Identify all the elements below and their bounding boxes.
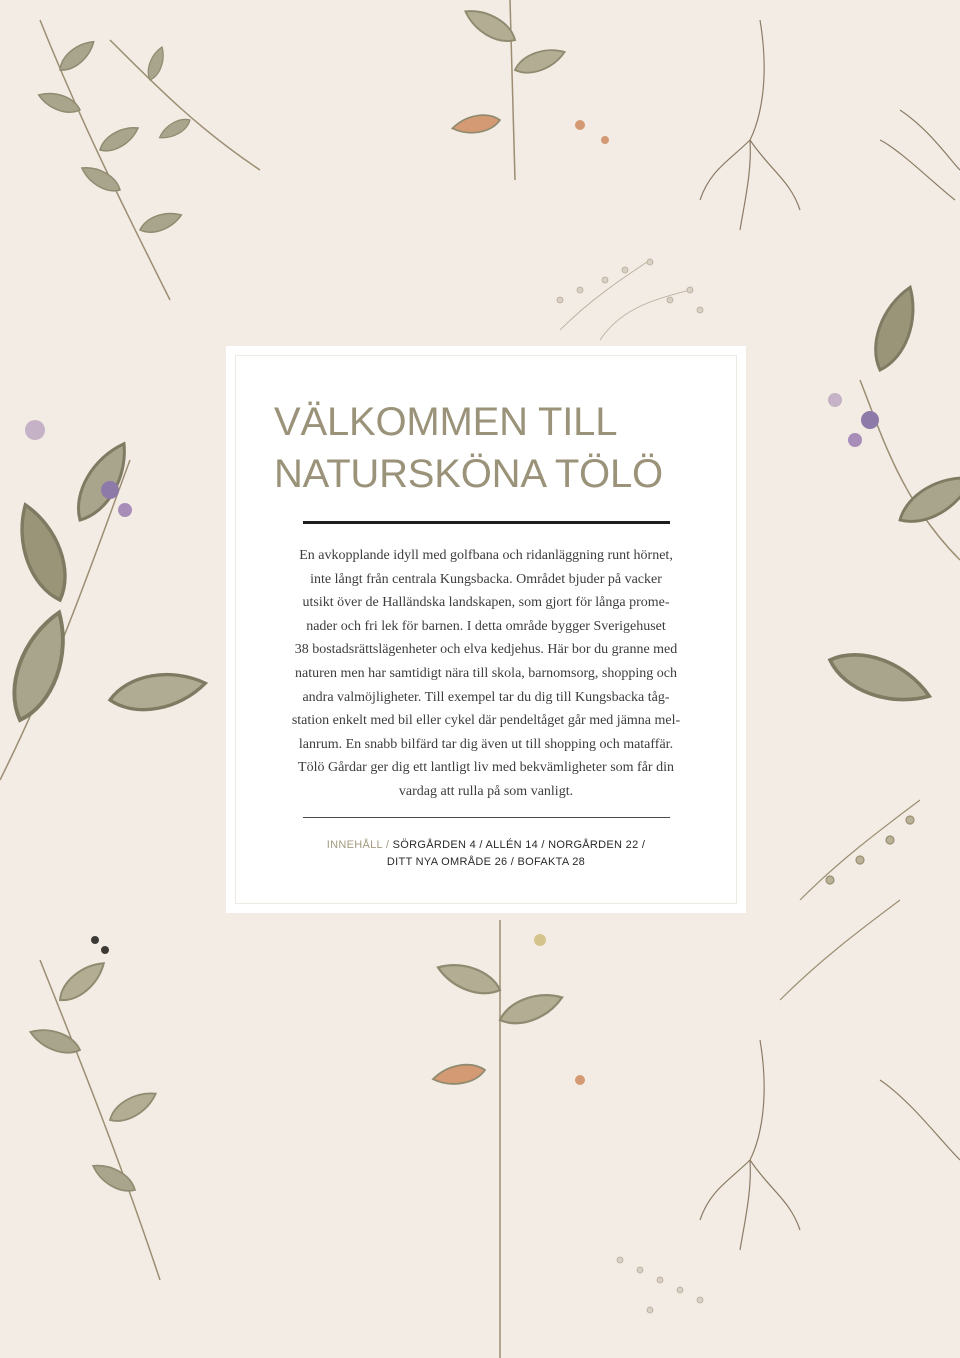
plant-top-left [36, 20, 260, 300]
page-title [274, 396, 714, 500]
plant-right-mid [780, 800, 920, 1000]
plant-bottom-left [27, 936, 160, 1280]
toc-line-1 [246, 837, 726, 854]
plant-right-large [824, 282, 960, 713]
plant-gypsophila-top [557, 259, 703, 340]
intro-line: utsikt över de Halländska landskapen, som gjort för långa prome- [302, 595, 670, 611]
title-divider [303, 521, 670, 524]
table-of-contents [246, 837, 726, 871]
title-line-2: NATURSKÖNA TÖLÖ [274, 452, 663, 496]
plant-bottom-center [431, 920, 585, 1358]
intro-line: vardag att rulla på som vanligt. [398, 783, 574, 799]
intro-line: station enkelt med bil eller cykel där pendeltåget går med jämna mel- [291, 713, 681, 729]
plant-bottom-right [700, 1040, 960, 1250]
toc-label: INNEHÅLL / [326, 839, 390, 851]
intro-line: En avkopplande idyll med golfbana och ridanläggning runt hörnet, [299, 548, 673, 563]
plant-top-center [451, 0, 609, 180]
intro-line: inte långt från centrala Kungsbacka. Området bjuder på vacker [310, 571, 662, 587]
intro-line: naturen men har samtidigt nära till skola, barnomsorg, shopping och [295, 665, 677, 681]
plant-left-large [0, 420, 208, 780]
intro-line: nader och fri lek för barnen. I detta område bygger Sverigehuset [306, 618, 666, 634]
toc-entries-1: SÖRGÅRDEN 4 / ALLÉN 14 / NORGÅRDEN 22 / [389, 839, 646, 851]
plant-top-right [700, 20, 960, 230]
intro-text [266, 544, 706, 804]
toc-entries-2: DITT NYA OMRÅDE 26 / BOFAKTA 28 [386, 856, 586, 868]
title-line-1: VÄLKOMMEN TILL [274, 400, 618, 444]
intro-line: andra valmöjligheter. Till exempel tar du dig till Kungsbacka tåg- [302, 689, 670, 705]
intro-line: 38 bostadsrättslägenheter och elva kedjehus. Här bor du granne med [294, 642, 678, 658]
intro-line: lanrum. En snabb bilfärd tar dig även ut till shopping och mataffär. [298, 736, 674, 752]
plant-gypsophila-bottom [617, 1257, 703, 1313]
intro-line: Tölö Gårdar ger dig ett lantligt liv med bekvämligheter som får din [298, 760, 674, 776]
content-card [226, 346, 746, 913]
toc-divider [303, 817, 670, 818]
